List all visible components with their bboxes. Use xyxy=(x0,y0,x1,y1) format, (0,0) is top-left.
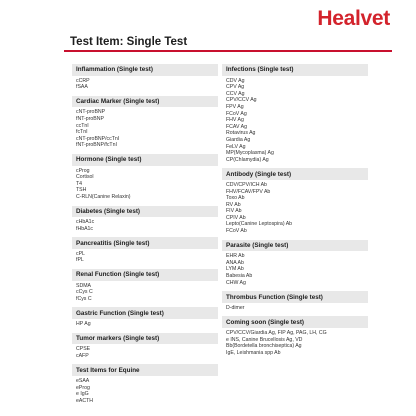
category-antibody xyxy=(222,168,368,235)
category-heading: Cardiac Marker (Single test) xyxy=(72,96,218,108)
test-item: Toxo Ab xyxy=(226,195,245,202)
category-thrombus-function xyxy=(222,291,368,312)
test-item: FCoV Ag xyxy=(226,110,247,117)
category-renal-function xyxy=(72,269,218,303)
category-gastric-function xyxy=(72,307,218,328)
test-item: IgE, Leishmania spp Ab xyxy=(226,349,281,356)
category-heading: Antibody (Single test) xyxy=(222,168,368,180)
title-section xyxy=(64,36,392,52)
category-heading: Test Items for Equine xyxy=(72,364,218,376)
test-item: fSAA xyxy=(76,84,88,91)
test-item: CPIV Ab xyxy=(226,214,246,221)
category-item-list xyxy=(222,76,368,165)
test-item: cNT-proBNP xyxy=(76,109,106,116)
category-item-list xyxy=(72,281,218,304)
test-item: fCys C xyxy=(76,295,92,302)
test-item: FeLV Ag xyxy=(226,143,246,150)
title-divider xyxy=(64,50,392,52)
test-item: cNT-proBNP/ccTnI xyxy=(76,135,120,142)
category-hormone xyxy=(72,154,218,202)
test-item: CPV/CCV Ag xyxy=(226,97,257,104)
brand-logo xyxy=(317,8,390,30)
test-item: TSH xyxy=(76,187,87,194)
category-diabetes xyxy=(72,206,218,234)
test-item: e INS, Canine Brucellosis Ag, VD xyxy=(226,336,303,343)
test-item: CPSE xyxy=(76,346,91,353)
test-item: FHV Ag xyxy=(226,117,244,124)
test-item: ccTnI xyxy=(76,122,89,129)
test-item: CDV/CPV/ICH Ab xyxy=(226,181,267,188)
test-item: CDV Ag xyxy=(226,77,245,84)
test-item: fcTnI xyxy=(76,129,88,136)
test-item: fHbA1c xyxy=(76,225,94,232)
test-item: HP Ag xyxy=(76,321,91,328)
category-inflammation xyxy=(72,64,218,92)
brand-logo-text: Healvet xyxy=(317,7,390,30)
test-item: cPL xyxy=(76,250,85,257)
category-heading: Parasite (Single test) xyxy=(222,240,368,252)
test-item: Cortisol xyxy=(76,174,94,181)
category-item-list xyxy=(72,344,218,360)
test-item: fNT-proBNP/fcTnI xyxy=(76,142,117,149)
test-item: RV Ab xyxy=(226,201,241,208)
left-column xyxy=(72,64,218,409)
test-item: MP(Mycoplasma) Ag xyxy=(226,150,274,157)
category-heading: Diabetes (Single test) xyxy=(72,206,218,218)
category-item-list xyxy=(222,180,368,236)
test-item: eACTH xyxy=(76,397,94,404)
test-item: CHW Ag xyxy=(226,279,246,286)
test-item: eProg xyxy=(76,384,90,391)
test-item: Babesia Ab xyxy=(226,273,253,280)
test-item: CPV/CCV/Giardia Ag, FIP Ag, PAG, LH, CG xyxy=(226,330,327,336)
test-item: FIV Ab xyxy=(226,208,242,215)
test-item: LYM Ab xyxy=(226,266,244,273)
category-parasite xyxy=(222,240,368,288)
category-heading: Gastric Function (Single test) xyxy=(72,307,218,319)
category-tumor-markers xyxy=(72,333,218,361)
category-item-list xyxy=(222,251,368,287)
category-item-list xyxy=(222,328,368,357)
category-heading: Thrombus Function (Single test) xyxy=(222,291,368,303)
category-cardiac-marker xyxy=(72,96,218,150)
category-heading: Tumor markers (Single test) xyxy=(72,333,218,345)
category-heading: Coming soon (Single test) xyxy=(222,316,368,328)
test-item: e IgG xyxy=(76,391,89,398)
category-heading: Inflammation (Single test) xyxy=(72,64,218,76)
test-item: cHbA1c xyxy=(76,219,95,226)
category-item-list xyxy=(72,249,218,265)
test-item: D-dimer xyxy=(226,304,245,311)
page-title: Test Item: Single Test xyxy=(70,36,188,48)
test-item: cProg xyxy=(76,167,90,174)
test-item: Rotavirus Ag xyxy=(226,130,256,137)
test-item: cCRP xyxy=(76,77,90,84)
test-item: Bb(Bordetella bronchiseptica) Ag xyxy=(226,343,302,350)
test-item: fNT-proBNP xyxy=(76,115,104,122)
test-item: eSAA xyxy=(76,378,90,384)
category-item-list xyxy=(222,303,368,313)
category-item-list xyxy=(72,217,218,233)
test-item: CPV Ag xyxy=(226,84,245,91)
category-item-list xyxy=(72,166,218,202)
test-item: cCys C xyxy=(76,289,93,296)
test-item: FCoV Ab xyxy=(226,228,247,235)
category-coming-soon xyxy=(222,316,368,357)
category-pancreatitis xyxy=(72,237,218,265)
category-item-list xyxy=(72,319,218,329)
category-heading: Hormone (Single test) xyxy=(72,154,218,166)
test-item: FCAV Ag xyxy=(226,123,247,130)
category-heading: Infections (Single test) xyxy=(222,64,368,76)
test-item: SDMA xyxy=(76,282,91,289)
category-infections xyxy=(222,64,368,164)
test-item: ANA Ab xyxy=(226,259,244,266)
test-item: EHR Ab xyxy=(226,253,245,260)
test-item: Lepto(Canine Leptospira) Ab xyxy=(226,221,293,228)
test-item: C-RLN(Canine Relaxin) xyxy=(76,193,131,200)
test-item: CP(Chlamydia) Ag xyxy=(226,156,269,163)
test-item: FHV/FCAV/FPV Ab xyxy=(226,188,271,195)
category-test-items-for-equine xyxy=(72,364,218,405)
category-item-list xyxy=(72,76,218,92)
test-item: fPL xyxy=(76,257,84,264)
test-item: FPV Ag xyxy=(226,103,244,110)
category-item-list xyxy=(72,376,218,405)
right-column xyxy=(222,64,368,361)
category-item-list xyxy=(72,107,218,150)
category-heading: Pancreatitis (Single test) xyxy=(72,237,218,249)
test-item: Giardia Ag xyxy=(226,136,251,143)
test-item: CCV Ag xyxy=(226,90,245,97)
test-item: cAFP xyxy=(76,352,89,359)
category-heading: Renal Function (Single test) xyxy=(72,269,218,281)
test-item: T4 xyxy=(76,180,83,187)
